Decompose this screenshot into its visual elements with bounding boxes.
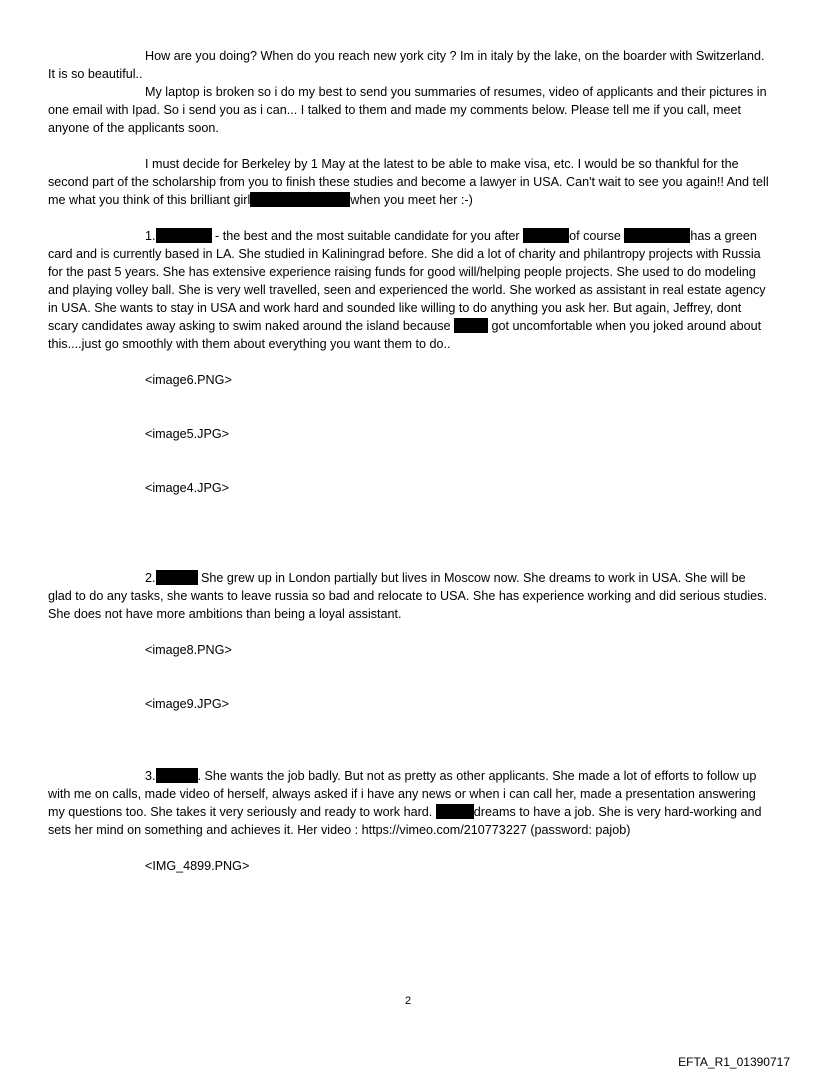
candidate-1-text-a: - the best and the most suitable candidate for you after [215, 229, 520, 243]
redaction-box [250, 192, 350, 207]
redaction-box [523, 228, 569, 243]
greeting-text: How are you doing? When do you reach new york city ? Im in italy by the lake, on the boarder with Switzerland. It is so beautiful.. [48, 49, 765, 81]
redaction-box [436, 804, 474, 819]
attachment-image8: <image8.PNG> [145, 643, 232, 657]
redaction-box [454, 318, 488, 333]
redaction-box [624, 228, 690, 243]
document-id: EFTA_R1_01390717 [678, 1055, 790, 1069]
candidate-2-number: 2. [145, 571, 156, 585]
candidate-3-number: 3. [145, 769, 156, 783]
candidate-3-text-b: dreams to have a job. She is very hard-working and sets her mind on something and achieves it. Her video : https://vimeo.com/210773227 (password: pajob) [48, 805, 762, 837]
candidate-1-text-c: has a green card and is currently based in LA. She studied in Kaliningrad before. She did a lot of charity and philantropy projects with Russia for the past 5 years. She has extensive experience raising funds for good will/helping people projects. She used to do modeling and playing volley ball. She is very well travelled, seen and experienced the world. She worked as assistant in real estate agency in USA. She wants to stay in USA and work hard and sounded like willing to do anything you ask her. But again, Jeffrey, dont scary candidates away asking to swim naked around the island because [48, 229, 766, 333]
attachment-image9: <image9.JPG> [145, 697, 230, 711]
page-number: 2 [404, 995, 412, 1007]
candidate-1-text-d: got uncomfortable when you joked around about this....just go smoothly with them about everything you want them to do.. [48, 319, 762, 351]
paragraph-laptop [48, 83, 770, 137]
candidate-3 [48, 767, 770, 839]
berkeley-text-end: when you meet her :-) [350, 193, 473, 207]
attachment-image4: <image4.JPG> [145, 481, 230, 495]
berkeley-text: I must decide for Berkeley by 1 May at the latest to be able to make visa, etc. I would be so thankful for the second part of the scholarship from you to finish these studies and become a lawyer in USA. Can't wait to see you again!! And tell me what you think of this brilliant girl [48, 157, 769, 207]
paragraph-greeting [48, 47, 770, 83]
candidate-1-text-b: of course [569, 229, 621, 243]
email-body [48, 47, 770, 875]
candidate-3-text-a: . She wants the job badly. But not as pretty as other applicants. She made a lot of efforts to follow up with me on calls, made video of herself, always asked if i have any news or when i can call her, made a presentation answering my questions too. She takes it very seriously and ready to work hard. [48, 769, 757, 819]
redaction-box [156, 228, 212, 243]
paragraph-berkeley [48, 155, 770, 209]
attachment-image5: <image5.JPG> [145, 427, 230, 441]
candidate-2 [48, 569, 770, 623]
attachment-image6: <image6.PNG> [145, 373, 232, 387]
redaction-box [156, 570, 198, 585]
candidate-1-number: 1. [145, 229, 156, 243]
laptop-text: My laptop is broken so i do my best to send you summaries of resumes, video of applicants and their pictures in one email with Ipad. So i send you as i can... I talked to them and made my comments below. Please tell me if you call, meet anyone of the applicants soon. [48, 85, 767, 135]
candidate-1 [48, 227, 770, 353]
redaction-box [156, 768, 198, 783]
attachment-img-4899: <IMG_4899.PNG> [145, 859, 250, 873]
candidate-2-text: She grew up in London partially but lives in Moscow now. She dreams to work in USA. She will be glad to do any tasks, she wants to leave russia so bad and relocate to USA. She has experience working and did serious studies. She does not have more ambitions than being a loyal assistant. [48, 571, 767, 621]
